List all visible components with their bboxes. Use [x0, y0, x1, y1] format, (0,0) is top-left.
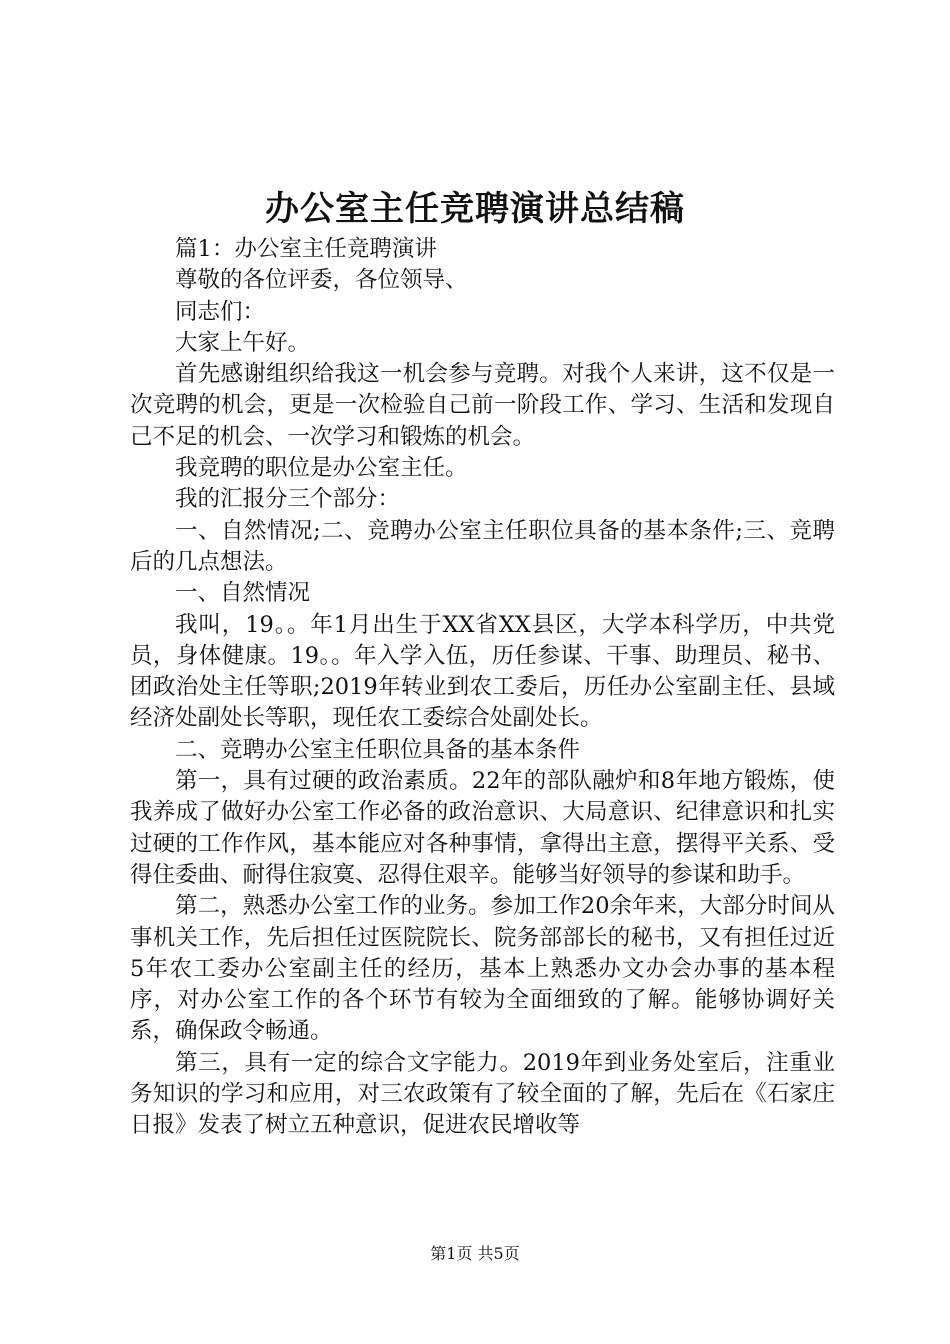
paragraph: 我的汇报分三个部分：: [175, 486, 401, 513]
paragraph: 二、竞聘办公室主任职位具备的基本条件: [175, 736, 581, 763]
paragraph: 第二，熟悉办公室工作的业务。参加工作20余年来，大部分时间从事机关工作，先后担任过医院院长、院务部部长的秘书，又有担任过近5年农工委办公室副主任的经历，基本上熟悉办文办会办事的基本程序，对办公室工作的各个环节有较为全面细致的了解。能够协调好关系，确保政令畅通。: [130, 893, 835, 1045]
page-footer: 第1页 共5页: [430, 1244, 520, 1263]
paragraph: 篇1：办公室主任竞聘演讲: [175, 236, 437, 262]
paragraph: 尊敬的各位评委，各位领导、: [175, 267, 468, 294]
paragraph: 同志们：: [175, 298, 266, 325]
paragraph: 首先感谢组织给我这一机会参与竞聘。对我个人来讲，这不仅是一次竞聘的机会，更是一次检验自己前一阶段工作、学习、生活和发现自己不足的机会、一次学习和锻炼的机会。: [130, 361, 835, 450]
paragraph: 第一，具有过硬的政治素质。22年的部队融炉和8年地方锻炼，使我养成了做好办公室工作必备的政治意识、大局意识、纪律意识和扎实过硬的工作作风，基本能应对各种事情，拿得出主意，摆得平关系、受得住委曲、耐得住寂寞、忍得住艰辛。能够当好领导的参谋和助手。: [130, 768, 835, 888]
document-title: 办公室主任竞聘演讲总结稿: [265, 189, 685, 229]
paragraph: 一、自然情况: [175, 580, 311, 607]
paragraph: 大家上午好。: [175, 329, 311, 356]
paragraph: 第三，具有一定的综合文字能力。2019年到业务处室后，注重业务知识的学习和应用，对三农政策有了较全面的了解，先后在《石家庄日报》发表了树立五种意识，促进农民增收等: [130, 1049, 835, 1139]
paragraph: 我叫，19。。年1月出生于XX省XX县区，大学本科学历，中共党员，身体健康。19。。年入学入伍，历任参谋、干事、助理员、秘书、团政治处主任等职;2019年转业到农工委后，历任办公室副主任、县域经济处副处长等职，现任农工委综合处副处长。: [130, 611, 835, 732]
document-body: [130, 234, 835, 1142]
paragraph: 我竞聘的职位是办公室主任。: [175, 455, 468, 482]
paragraph: 一、自然情况;二、竞聘办公室主任职位具备的基本条件;三、竞聘后的几点想法。: [130, 517, 835, 575]
